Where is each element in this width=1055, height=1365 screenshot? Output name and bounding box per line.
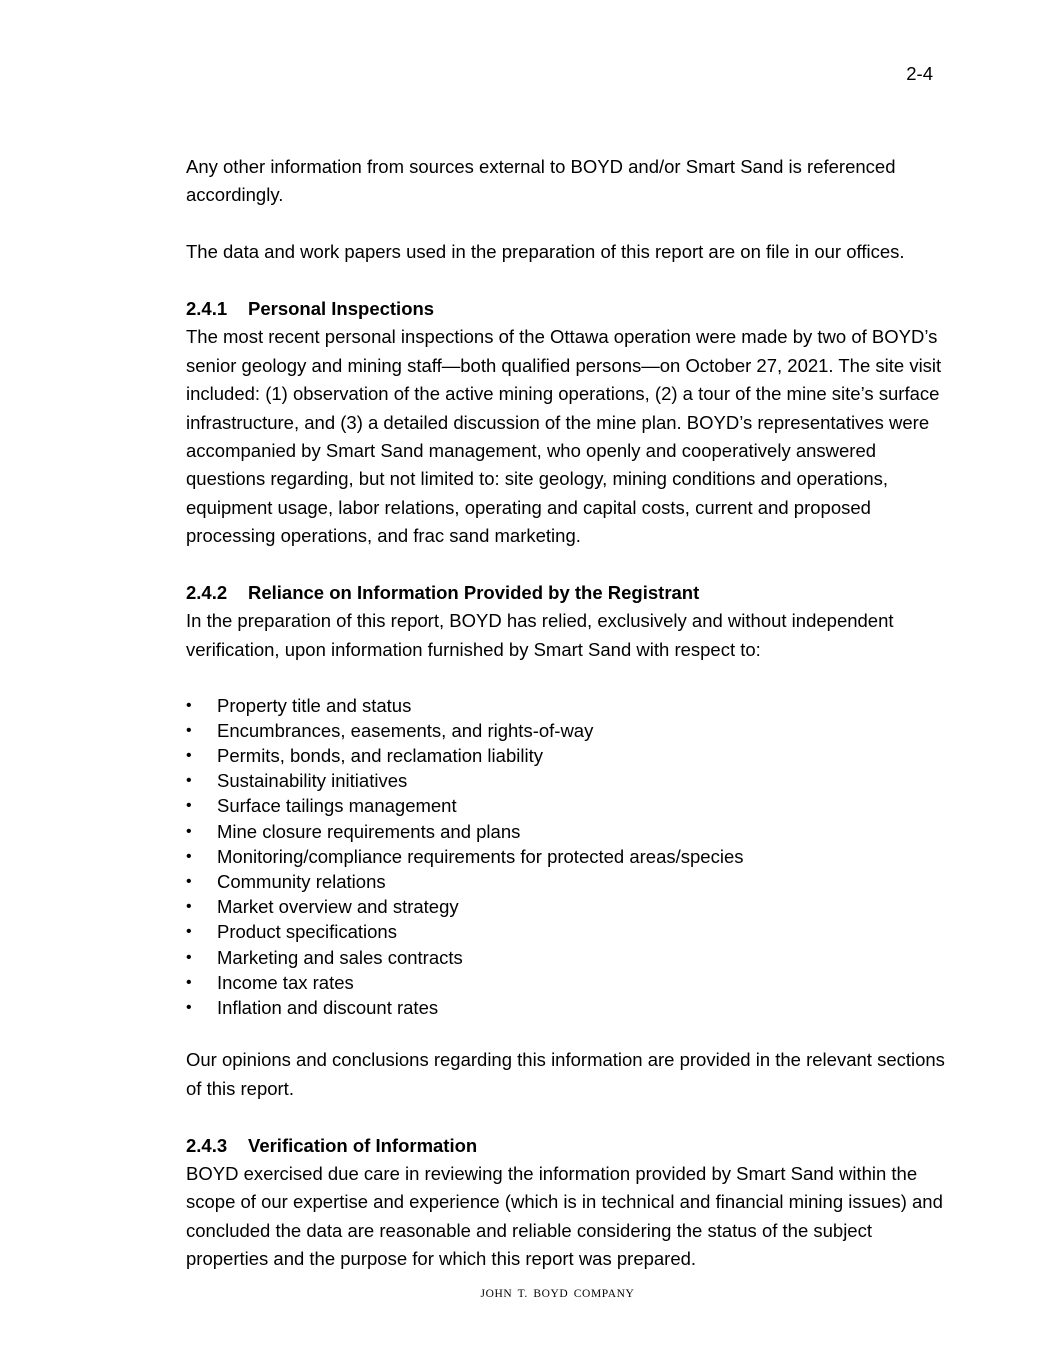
- list-item: [186, 894, 946, 919]
- list-item: [186, 844, 946, 869]
- list-item-text: Permits, bonds, and reclamation liability: [217, 745, 543, 767]
- bullet-icon: •: [186, 696, 192, 714]
- section-body: In the preparation of this report, BOYD has relied, exclusively and without independent verification, upon information furnished by Smart Sand with respect to:: [186, 610, 894, 660]
- document-body: [186, 153, 946, 1302]
- bullet-icon: •: [186, 822, 192, 840]
- list-item-text: Surface tailings management: [217, 795, 457, 817]
- bullet-icon: •: [186, 772, 192, 790]
- list-item-text: Mine closure requirements and plans: [217, 820, 521, 842]
- list-item-text: Community relations: [217, 871, 386, 893]
- list-item-text: Marketing and sales contracts: [217, 946, 463, 968]
- bullet-icon: •: [186, 747, 192, 765]
- list-item-text: Product specifications: [217, 921, 397, 943]
- bullet-icon: •: [186, 999, 192, 1017]
- list-item: [186, 919, 946, 944]
- list-item: [186, 768, 946, 793]
- section-number: 2.4.1: [186, 298, 228, 319]
- list-item-text: Monitoring/compliance requirements for protected areas/species: [217, 845, 744, 867]
- intro-data-on-file: The data and work papers used in the preparation of this report are on file in our offices.: [186, 241, 905, 263]
- list-item-text: Income tax rates: [217, 971, 354, 993]
- list-item: [186, 743, 946, 768]
- section-closing: Our opinions and conclusions regarding this information are provided in the relevant sections of this report.: [186, 1049, 945, 1099]
- intro-external-sources: Any other information from sources external to BOYD and/or Smart Sand is referenced accordingly.: [186, 156, 896, 206]
- section-reliance: [186, 579, 946, 1103]
- bullet-icon: •: [186, 797, 192, 815]
- section-title: Reliance on Information Provided by the Registrant: [248, 582, 700, 604]
- list-item-text: Market overview and strategy: [217, 896, 459, 918]
- list-item-text: Encumbrances, easements, and rights-of-way: [217, 719, 594, 741]
- bullet-icon: •: [186, 923, 192, 941]
- list-item-text: Property title and status: [217, 694, 412, 716]
- list-item: [186, 995, 946, 1020]
- list-item: [186, 945, 946, 970]
- list-item-text: Inflation and discount rates: [217, 997, 439, 1019]
- bullet-icon: •: [186, 847, 192, 865]
- list-item: [186, 718, 946, 743]
- list-item-text: Sustainability initiatives: [217, 770, 408, 792]
- list-item: [186, 693, 946, 718]
- list-item: [186, 793, 946, 818]
- section-heading: [186, 295, 946, 323]
- list-item: [186, 869, 946, 894]
- section-title: Verification of Information: [248, 1134, 478, 1156]
- section-personal-inspections: [186, 295, 946, 551]
- bullet-icon: •: [186, 898, 192, 916]
- section-body: The most recent personal inspections of the Ottawa operation were made by two of BOYD’s senior geology and mining staff—both qualified persons—on October 27, 2021. The site visit included: (1) observation of the active mining operations, (2) a tour of the mine site’s surface infrastructure, and (3) a detailed discussion of the mine plan. BOYD’s representatives were accompanied by Smart Sand management, who openly and cooperatively answered questions regarding, but not limited to: site geology, mining conditions and operations, equipment usage, labor relations, operating and capital costs, current and proposed processing operations, and frac sand marketing.: [186, 326, 942, 547]
- section-verification: [186, 1132, 946, 1274]
- section-number: 2.4.2: [186, 582, 228, 604]
- section-body: BOYD exercised due care in reviewing the information provided by Smart Sand within the scope of our expertise and experience (which is in technical and financial mining issues) and concluded the data are reasonable and reliable considering the status of the subject properties and the purpose for which this report was prepared.: [186, 1162, 943, 1270]
- reliance-bullet-list: [186, 693, 946, 1021]
- bullet-icon: •: [186, 721, 192, 739]
- page-number: 2-4: [906, 63, 933, 84]
- section-title: Personal Inspections: [248, 298, 435, 319]
- section-heading: [186, 579, 946, 607]
- bullet-icon: •: [186, 873, 192, 891]
- footer-company: JOHN T. BOYD COMPANY: [480, 1288, 635, 1300]
- list-item: [186, 819, 946, 844]
- section-heading: [186, 1132, 946, 1160]
- list-item: [186, 970, 946, 995]
- section-number: 2.4.3: [186, 1134, 228, 1156]
- bullet-icon: •: [186, 973, 192, 991]
- bullet-icon: •: [186, 948, 192, 966]
